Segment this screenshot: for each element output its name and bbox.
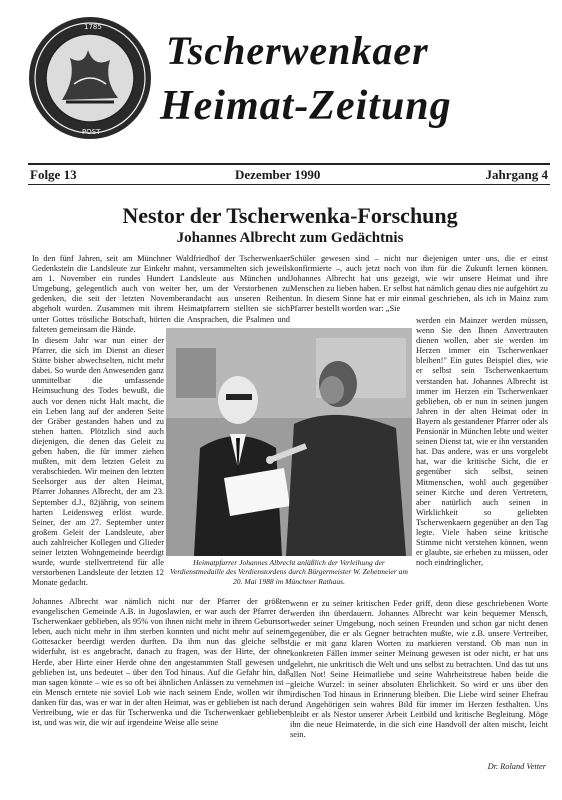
masthead-title <box>160 24 555 134</box>
article-text-right-middle: werden ein Mainzer werden müssen, wenn Sie den Ihnen Anvertrauten dienen wollen, aber sie werden im Herzen immer ein Tscherwenkaer bleiben!" Ein gutes Beispiel dies, wie er selbst sein Tscherwenkaertum verstanden hat. Johannes Albrecht ist immer im Herzen ein Tscherwenkaer geblieben, ob er nun in seinen jungen Jahren in der alten Heimat oder in Bayern als gestandener Pfarrer oder als Pensionär in München lebte und weiter seinen Dienst tat, wie er ihn verstanden hat. Das andere, was er uns vorgelebt hat, war die kritische Sicht, die er gegenüber sich selbst, seinen Mitmenschen, wohl auch gegenüber seiner Kirche und deren Vertretern, aber natürlich auch seinen in Wirklichkeit so geliebten Tscherwenkaern gegenüber an den Tag legte. Viele haben seine kritische Stimme nicht verstehen können, wenn er glaubte, sie erheben zu müssen, oder noch eindringlicher, <box>416 316 548 568</box>
svg-text:1785: 1785 <box>84 23 102 31</box>
author-signature: Dr. Roland Vetter <box>487 762 546 771</box>
issue-volume: Jahrgang 4 <box>485 167 548 182</box>
article-text-right-top: Schüler gewesen sind – nicht nur diejenigen unter uns, die er einst konfirmierte –, auch jetzt noch von ihm für die Zukunft lernen können. Johannes Albrecht hat uns gezeigt, wie wir unsere Heimat und ihre Menschen zu lieben haben. Er selbst hat nämlich genau dies nie aufgehört zu tun. In diesem Sinne hat er mir einmal geschrieben, als ich in Mainz zum Pfarrer bestellt worden war: „Sie <box>290 254 548 314</box>
seal-emblem-icon <box>26 14 154 142</box>
masthead-rule-bottom <box>28 184 550 185</box>
issue-number: Folge 13 <box>30 167 77 182</box>
article-photo <box>166 328 412 556</box>
article-text-right-bottom: wenn er zu seiner kritischen Feder griff, denn diese geschriebenen Worte werden ihn überdauern. Johannes Albrecht war kein bequemer Mensch, weder seiner Umgebung, noch seinen Freunden und schon gar nicht denen gegenüber, die er als Gegner betrachten mußte, wie z.B. unsere Vertreiber, die er mit ganz klaren Worten zu markieren verstand. Ob man nun in konkreten Fällen immer seiner Meinung gewesen ist oder nicht, er hat uns gelehrt, nie unkritisch die Welt und uns selbst zu betrachten. Und das tut uns allen Not! Seine Heimatliebe und seine Wahrheitstreue haben beide die gleiche Wurzel: in seiner absoluten Ehrlichkeit. So wird er uns über den irdischen Tod hinaus in Erinnerung bleiben. Die Liebe wird seiner Ehefrau und Angehörigen sein wahres Bild für immer im Herzen festhalten. Uns bleibt er als Nestor unserer Arbeit Leitbild und kritische Begleitung. Möge ihn die neue Heimaterde, in die sich eine Handvoll der alten mischt, leicht sein. <box>290 599 548 740</box>
article-headline: Nestor der Tscherwenka-Forschung <box>122 203 458 228</box>
article-text-left-top: In den fünf Jahren, seit am Münchner Waldfriedhof der Tscherwenkaer Gedenkstein die Landsleute zur Einkehr mahnt, versammelten sich jeweils am 1. November ein rundes Hundert Landsleute aus München und Umgebung, gelegentlich auch von weiter her, um der Verstorbenen zu gedenken, die seit der letzten Novemberandacht aus unseren Reihen abgeholt wurden. Zusammen mit ihrem Heimatpfarrern stellten sie sich unter Gottes tröstliche Botschaft, hörten die Ansprachen, die Psalmen und falteten gemeinsam die Hände. <box>32 254 290 334</box>
article-text-left-bottom: Johannes Albrecht war nämlich nicht nur der Pfarrer der größten evangelischen Gemeinde A.B. in Jugoslawien, er war auch der Pfarrer der Tscherwenkaer geblieben, als 95% von ihnen nicht mehr in ihrem Geburtsort leben, auch nicht mehr in ihm sterben konnten und nicht mehr auf seinem Gottesacker beerdigt werden durften. Da ihm nun das gleiche selbst widerfuhr, ist es angebracht, danach zu fragen, was der Hirte, der ohne Herde, aber Hirte einer Herde ohne den angestammten Stall gewesen und geblieben ist, uns bedeutet – über den Tod hinaus. Auf die Gefahr hin, daß man sagen könnte – wie es so oft bei ähnlichen Anlässen zu vernehmen ist – ein Mensch erntete nie soviel Lob wie nach seinem Ende, wollen wir ihm danken für das, was er war in der alten Heimat, was er geblieben ist nach der Vertreibung, wie er das für Tscherwenka und die Tscherwenkaer geblieben ist, und was wir, die wir auf irgendeine Weise alle seine <box>32 597 290 728</box>
issue-date: Dezember 1990 <box>235 167 321 182</box>
masthead-rule-top <box>28 163 550 165</box>
photo-caption: Heimatpfarrer Johannes Albrecht anläßlich der Verleihung der Verdienstmedaille des Verdienstordens durch Bürgermeister W. Zehetmeier am 20. Mai 1988 im Münchner Rathaus. <box>170 558 408 586</box>
article-subhead: Johannes Albrecht zum Gedächtnis <box>176 230 404 246</box>
svg-text:POST: POST <box>82 128 101 136</box>
masthead-line-1: Tscherwenkaer <box>166 28 429 73</box>
issue-info-row <box>30 166 550 184</box>
masthead-line-2: Heimat-Zeitung <box>160 83 452 129</box>
article-text-left-middle: In diesem Jahr war nun einer der Pfarrer, die sich im Dienst an dieser Stätte bisher abwechselten, nicht mehr dabei. So wurde den Anwesenden ganz unmittelbar die umfassende Heimsuchung des Todes bewußt, die auch vor denen nicht Halt macht, die ein Leben lang auf der anderen Seite der Gräber gestanden haben und zu stehen hatten. Plötzlich sind auch diejenigen, die denen das Geleit zu geben haben, die für immer ziehen mußten, mit dem letzten Geleit zu verabschieden. Wir meinen den letzten Seelsorger aus der alten Heimat, Pfarrer Johannes Albrecht, der am 23. September d.J., 82jährig, von seinem harten Leidensweg erlöst wurde. Seiner, der am 27. September unter großem Geleit der Landsleute, aber auch zahlreicher Kollegen und Glieder seiner letzten Wohngemeinde beerdigt wurde, wurde stellvertretend für alle verstorbenen Landsleute der letzten 12 Monate gedacht. <box>32 336 164 588</box>
